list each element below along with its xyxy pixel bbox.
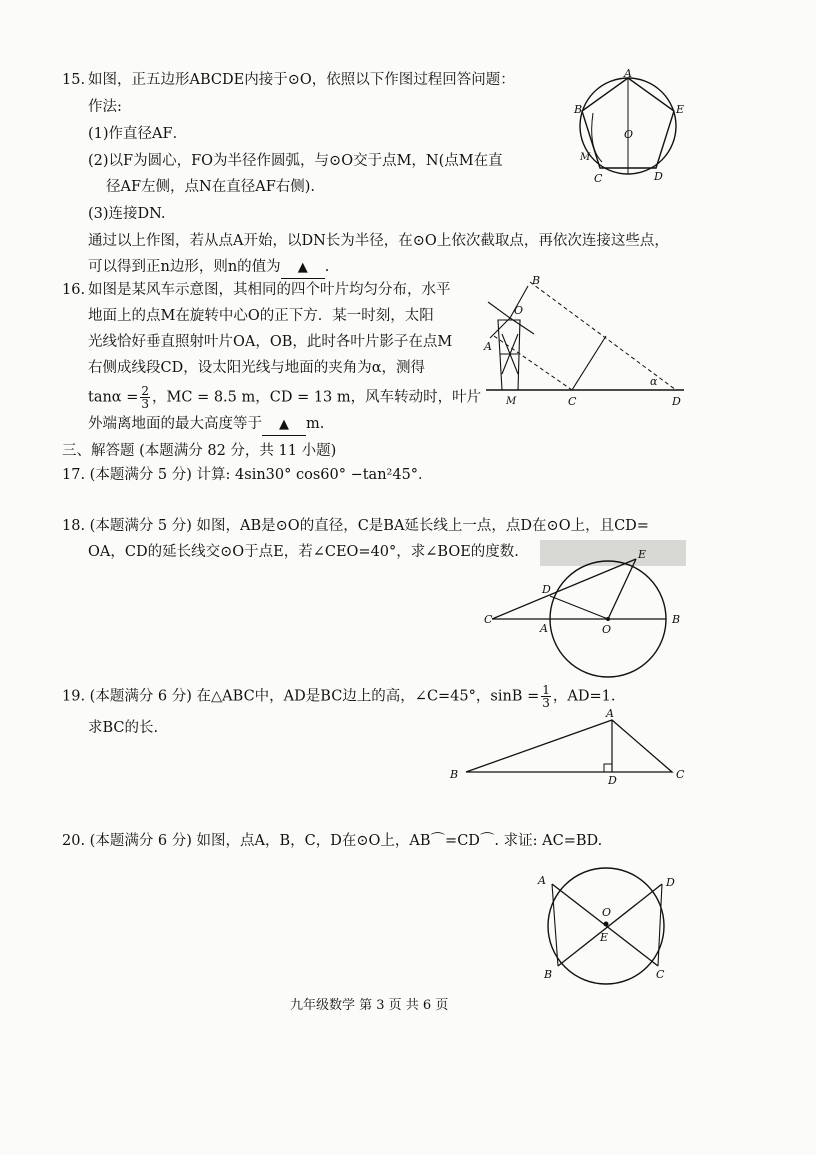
q15-line-4: (2)以F为圆心，FO为半径作圆弧，与⊙O交于点M，N(点M在直 (88, 153, 503, 169)
q16-windmill-tower (498, 320, 520, 390)
q15-line-7: 通过以上作图，若从点A开始，以DN长为半径，在⊙O上依次截取点，再依次连接这些点， (88, 233, 669, 249)
q15-label-e: E (676, 103, 685, 116)
q16-line-2: 地面上的点M在旋转中心O的正下方．某一时刻，太阳 (88, 308, 434, 324)
q16-label-alpha: α (650, 375, 658, 388)
q19-fraction-denominator: 3 (542, 696, 550, 710)
q20-label-d: D (666, 876, 675, 889)
q15-label-d: D (654, 170, 663, 183)
q16-fraction-numerator: 2 (141, 384, 150, 398)
q18-circle-figure (478, 546, 692, 678)
q16-line-4: 右侧成线段CD，设太阳光线与地面的夹角为α，测得 (88, 360, 426, 376)
q19-triangle-abc (466, 720, 672, 772)
q15-line-6: (3)连接DN. (88, 206, 166, 222)
q19-label-c: C (676, 768, 685, 781)
q20-label-e: E (600, 931, 609, 944)
q16-line-5 (88, 385, 481, 410)
q18-label-d: D (542, 583, 551, 596)
q16-windmill-figure (478, 274, 692, 414)
q19-line-2: 求BC的长. (88, 720, 159, 736)
q16-line-3: 光线恰好垂直照射叶片OA，OB，此时各叶片影子在点M (88, 334, 453, 350)
q20-label-c: C (656, 968, 665, 981)
q20-circle-figure (530, 866, 690, 988)
q19-label-b: B (450, 768, 459, 781)
q16-line-6 (88, 414, 324, 436)
q15-label-m: M (580, 152, 591, 163)
triangle-icon: ▲ (279, 417, 289, 432)
q16-label-o: O (514, 304, 524, 317)
q15-line-3: (1)作直径AF． (88, 126, 188, 142)
q16-fraction (140, 385, 150, 410)
q18-line-ce (492, 559, 636, 619)
q15-label-a: A (624, 68, 632, 80)
q16-label-d: D (672, 395, 681, 408)
q16-shadow-ray (572, 336, 606, 390)
q18-center-dot (606, 617, 610, 621)
q19-right-angle-mark (604, 764, 612, 772)
page-footer: 九年级数学 第 3 页 共 6 页 (290, 998, 449, 1013)
q20-label-a: A (538, 874, 546, 887)
q15-number: 15. (62, 72, 86, 88)
q15-label-b: B (574, 103, 583, 116)
q16-fraction-denominator: 3 (141, 397, 150, 411)
q20-line-1: 20. (本题满分 6 分) 如图，点A，B，C，D在⊙O上，AB⌒=CD⌒. 求证: AC=BD. (62, 833, 603, 849)
q17-text: 17. (本题满分 5 分) 计算: 4sin30° cos60° −tan²45°． (62, 467, 433, 483)
q15-line-2: 作法: (88, 99, 122, 115)
q18-label-a: A (540, 622, 548, 635)
q16-label-a: A (484, 340, 492, 353)
q18-label-c: C (484, 613, 493, 626)
q19-label-a: A (606, 707, 614, 720)
q19-fraction-numerator: 1 (542, 683, 550, 697)
q18-label-e: E (638, 548, 647, 561)
q15-pentagon-figure (568, 68, 692, 186)
q19-line-1-end: ，AD=1. (552, 688, 616, 705)
q19-label-d: D (608, 774, 617, 784)
q19-line-1-text: 19. (本题满分 6 分) 在△ABC中，AD是BC边上的高，∠C=45°，sinB = (62, 688, 540, 705)
q20-label-o: O (602, 906, 612, 919)
q18-line-oe (608, 559, 636, 619)
q16-tan-label: tanα = (88, 389, 139, 406)
q20-label-b: B (544, 968, 553, 981)
q15-label-c: C (594, 172, 603, 185)
triangle-icon: ▲ (297, 260, 308, 275)
q16-number: 16. (62, 282, 86, 298)
q18-line-1: 18. (本题满分 5 分) 如图，AB是⊙O的直径，C是BA延长线上一点，点D在⊙O上，且CD= (62, 518, 649, 534)
q18-label-b: B (672, 613, 681, 626)
q18-line-od (550, 596, 608, 619)
q16-label-m: M (506, 396, 517, 407)
q15-answer-blank (281, 257, 325, 279)
q15-line-8-text: 可以得到正n边形，则n的值为 (88, 259, 281, 275)
q20-chord-bd (558, 884, 662, 966)
q15-line-8-end: . (324, 259, 330, 275)
q19-triangle-figure (444, 704, 690, 784)
q15-line-8 (88, 257, 329, 279)
q18-line-2: OA，CD的延长线交⊙O于点E，若∠CEO=40°，求∠BOE的度数. (88, 544, 519, 560)
q16-line-6-end: m. (306, 416, 325, 432)
section-heading: 三、解答题 (本题满分 82 分，共 11 小题) (62, 443, 337, 459)
q18-label-o: O (602, 623, 612, 636)
q16-line-6-text: 外端离地面的最大高度等于 (88, 416, 262, 432)
q20-intersection-dot (604, 922, 609, 927)
q15-label-o: O (624, 128, 634, 141)
q16-blades (488, 286, 534, 338)
q20-chord-dc (658, 884, 662, 966)
q15-line-1: 如图，正五边形ABCDE内接于⊙O，依照以下作图过程回答问题： (88, 72, 515, 88)
q15-arc (592, 113, 602, 162)
q16-line-1: 如图是某风车示意图，其相同的四个叶片均匀分布，水平 (88, 282, 451, 298)
q16-label-b: B (532, 274, 541, 287)
q16-answer-blank (262, 414, 306, 436)
q16-line-5-rest: ，MC = 8.5 m，CD = 13 m，风车转动时，叶片 (152, 389, 482, 406)
q16-label-c: C (568, 395, 577, 408)
q15-line-5: 径AF左侧，点N在直径AF右侧). (106, 179, 316, 195)
